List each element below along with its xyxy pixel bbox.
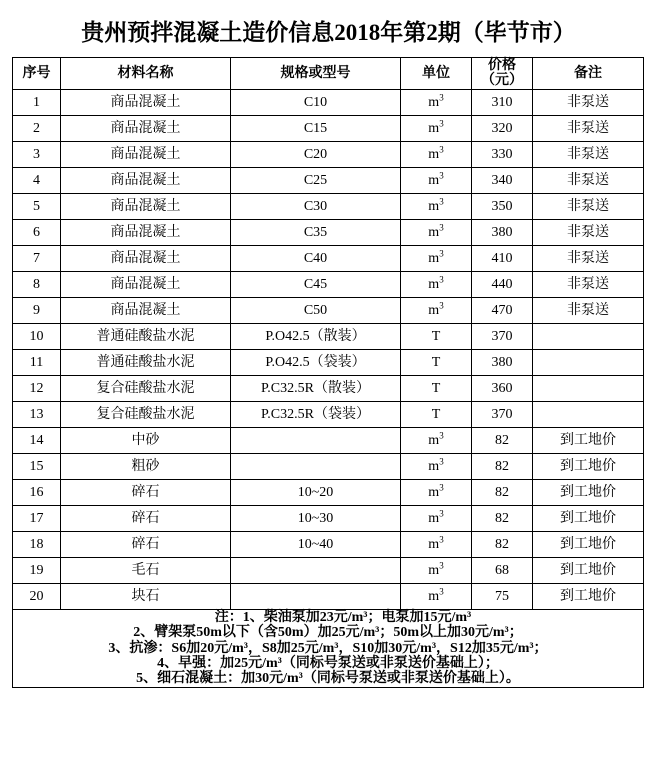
- cell-spec: 10~30: [231, 505, 401, 531]
- cell-no: 15: [13, 453, 61, 479]
- cell-spec: [231, 583, 401, 609]
- cell-price: 82: [472, 427, 533, 453]
- cell-name: 商品混凝土: [61, 193, 231, 219]
- table-row: [13, 115, 644, 141]
- cell-note: 非泵送: [533, 271, 644, 297]
- cell-unit: $m^3$: [401, 167, 472, 193]
- cell-price: 75: [472, 583, 533, 609]
- cell-price: 470: [472, 297, 533, 323]
- cell-spec: C30: [231, 193, 401, 219]
- cell-spec: P.C32.5R（散装）: [231, 375, 401, 401]
- cell-name: 商品混凝土: [61, 115, 231, 141]
- cell-note: [533, 323, 644, 349]
- cell-spec: P.C32.5R（袋装）: [231, 401, 401, 427]
- cell-no: 14: [13, 427, 61, 453]
- table-row: [13, 89, 644, 115]
- cell-unit: T: [401, 401, 472, 427]
- cell-spec: C35: [231, 219, 401, 245]
- cell-no: 9: [13, 297, 61, 323]
- cell-price: 340: [472, 167, 533, 193]
- table-row: [13, 427, 644, 453]
- cell-price: 82: [472, 453, 533, 479]
- cell-price: 440: [472, 271, 533, 297]
- cell-name: 碎石: [61, 531, 231, 557]
- cell-spec: [231, 427, 401, 453]
- cell-name: 商品混凝土: [61, 271, 231, 297]
- cell-no: 1: [13, 89, 61, 115]
- cell-spec: 10~40: [231, 531, 401, 557]
- cell-spec: P.O42.5（袋装）: [231, 349, 401, 375]
- cell-no: 8: [13, 271, 61, 297]
- cell-unit: T: [401, 323, 472, 349]
- cell-unit: $m^3$: [401, 479, 472, 505]
- cell-unit: $m^3$: [401, 193, 472, 219]
- cell-name: 普通硅酸盐水泥: [61, 349, 231, 375]
- cell-spec: C45: [231, 271, 401, 297]
- cell-note: 非泵送: [533, 89, 644, 115]
- table-row: [13, 479, 644, 505]
- cell-no: 4: [13, 167, 61, 193]
- column-header-no: 序号: [13, 58, 61, 90]
- cell-unit: $m^3$: [401, 245, 472, 271]
- cell-name: 碎石: [61, 505, 231, 531]
- cell-price: 370: [472, 401, 533, 427]
- column-header-price-line1: 价格: [488, 58, 516, 73]
- price-table: [12, 57, 644, 688]
- cell-unit: $m^3$: [401, 427, 472, 453]
- cell-note: 非泵送: [533, 245, 644, 271]
- table-header-row: [13, 58, 644, 90]
- cell-name: 块石: [61, 583, 231, 609]
- cell-spec: [231, 453, 401, 479]
- cell-no: 3: [13, 141, 61, 167]
- cell-price: 330: [472, 141, 533, 167]
- cell-unit: $m^3$: [401, 583, 472, 609]
- cell-note: 非泵送: [533, 219, 644, 245]
- note-line: 4、早强：加25元/m³（同标号泵送或非泵送价基础上）；: [157, 655, 499, 671]
- cell-spec: 10~20: [231, 479, 401, 505]
- cell-name: 粗砂: [61, 453, 231, 479]
- cell-no: 19: [13, 557, 61, 583]
- cell-no: 11: [13, 349, 61, 375]
- cell-name: 复合硅酸盐水泥: [61, 375, 231, 401]
- cell-no: 7: [13, 245, 61, 271]
- cell-spec: C20: [231, 141, 401, 167]
- table-row: [13, 349, 644, 375]
- cell-price: 370: [472, 323, 533, 349]
- cell-note: 到工地价: [533, 583, 644, 609]
- cell-unit: T: [401, 375, 472, 401]
- cell-name: 商品混凝土: [61, 245, 231, 271]
- cell-note: 到工地价: [533, 531, 644, 557]
- cell-name: 商品混凝土: [61, 167, 231, 193]
- cell-note: [533, 349, 644, 375]
- column-header-unit: 单位: [401, 58, 472, 90]
- cell-unit: $m^3$: [401, 219, 472, 245]
- cell-price: 360: [472, 375, 533, 401]
- table-footer: [13, 609, 644, 687]
- cell-price: 82: [472, 531, 533, 557]
- cell-unit: $m^3$: [401, 271, 472, 297]
- note-line: 3、抗渗：S6加20元/m³，S8加25元/m³，S10加30元/m³，S12加35元/m³；: [108, 640, 548, 656]
- cell-spec: P.O42.5（散装）: [231, 323, 401, 349]
- cell-no: 5: [13, 193, 61, 219]
- cell-price: 380: [472, 219, 533, 245]
- column-header-spec: 规格或型号: [231, 58, 401, 90]
- cell-unit: $m^3$: [401, 141, 472, 167]
- table-header: [13, 58, 644, 90]
- table-body: [13, 89, 644, 609]
- cell-name: 商品混凝土: [61, 297, 231, 323]
- cell-name: 商品混凝土: [61, 219, 231, 245]
- cell-name: 中砂: [61, 427, 231, 453]
- cell-price: 350: [472, 193, 533, 219]
- cell-note: 非泵送: [533, 115, 644, 141]
- table-row: [13, 505, 644, 531]
- cell-note: 到工地价: [533, 505, 644, 531]
- note-line: 注：1、柴油泵加23元/m³；电泵加15元/m³: [214, 609, 472, 625]
- table-row: [13, 557, 644, 583]
- cell-name: 毛石: [61, 557, 231, 583]
- cell-unit: $m^3$: [401, 297, 472, 323]
- table-row: [13, 271, 644, 297]
- note-line: 2、臂架泵50m以下（含50m）加25元/m³；50m以上加30元/m³；: [133, 625, 523, 641]
- cell-name: 商品混凝土: [61, 141, 231, 167]
- cell-no: 10: [13, 323, 61, 349]
- cell-price: 82: [472, 505, 533, 531]
- cell-note: 非泵送: [533, 141, 644, 167]
- cell-unit: $m^3$: [401, 89, 472, 115]
- cell-note: 到工地价: [533, 479, 644, 505]
- cell-note: 到工地价: [533, 427, 644, 453]
- table-row: [13, 323, 644, 349]
- cell-note: 非泵送: [533, 167, 644, 193]
- column-header-note: 备注: [533, 58, 644, 90]
- cell-no: 17: [13, 505, 61, 531]
- table-row: [13, 375, 644, 401]
- cell-spec: C10: [231, 89, 401, 115]
- cell-name: 复合硅酸盐水泥: [61, 401, 231, 427]
- cell-unit: $m^3$: [401, 453, 472, 479]
- cell-note: 非泵送: [533, 193, 644, 219]
- cell-unit: $m^3$: [401, 115, 472, 141]
- column-header-price-line2: （元）: [481, 73, 523, 89]
- cell-price: 380: [472, 349, 533, 375]
- table-row: [13, 401, 644, 427]
- cell-price: 310: [472, 89, 533, 115]
- cell-note: [533, 401, 644, 427]
- cell-name: 碎石: [61, 479, 231, 505]
- column-header-price: [472, 58, 533, 90]
- cell-no: 12: [13, 375, 61, 401]
- cell-spec: C40: [231, 245, 401, 271]
- column-header-name: 材料名称: [61, 58, 231, 90]
- cell-no: 13: [13, 401, 61, 427]
- cell-price: 320: [472, 115, 533, 141]
- table-row: [13, 583, 644, 609]
- cell-unit: T: [401, 349, 472, 375]
- table-row: [13, 245, 644, 271]
- table-row: [13, 297, 644, 323]
- table-row: [13, 531, 644, 557]
- cell-note: [533, 375, 644, 401]
- table-row: [13, 167, 644, 193]
- cell-note: 非泵送: [533, 297, 644, 323]
- cell-note: 到工地价: [533, 557, 644, 583]
- cell-price: 410: [472, 245, 533, 271]
- cell-unit: $m^3$: [401, 557, 472, 583]
- cell-spec: C50: [231, 297, 401, 323]
- cell-no: 16: [13, 479, 61, 505]
- cell-spec: C25: [231, 167, 401, 193]
- notes-cell: [13, 609, 644, 687]
- cell-name: 普通硅酸盐水泥: [61, 323, 231, 349]
- cell-note: 到工地价: [533, 453, 644, 479]
- table-row: [13, 219, 644, 245]
- note-line: 5、细石混凝土：加30元/m³（同标号泵送或非泵送价基础上）。: [136, 671, 520, 687]
- cell-no: 18: [13, 531, 61, 557]
- cell-no: 20: [13, 583, 61, 609]
- notes-row: [13, 609, 644, 687]
- cell-unit: $m^3$: [401, 531, 472, 557]
- cell-unit: $m^3$: [401, 505, 472, 531]
- cell-spec: C15: [231, 115, 401, 141]
- cell-no: 6: [13, 219, 61, 245]
- cell-name: 商品混凝土: [61, 89, 231, 115]
- table-row: [13, 193, 644, 219]
- cell-spec: [231, 557, 401, 583]
- cell-price: 68: [472, 557, 533, 583]
- page-title: 贵州预拌混凝土造价信息2018年第2期（毕节市）: [81, 20, 576, 45]
- cell-price: 82: [472, 479, 533, 505]
- table-row: [13, 453, 644, 479]
- table-row: [13, 141, 644, 167]
- cell-no: 2: [13, 115, 61, 141]
